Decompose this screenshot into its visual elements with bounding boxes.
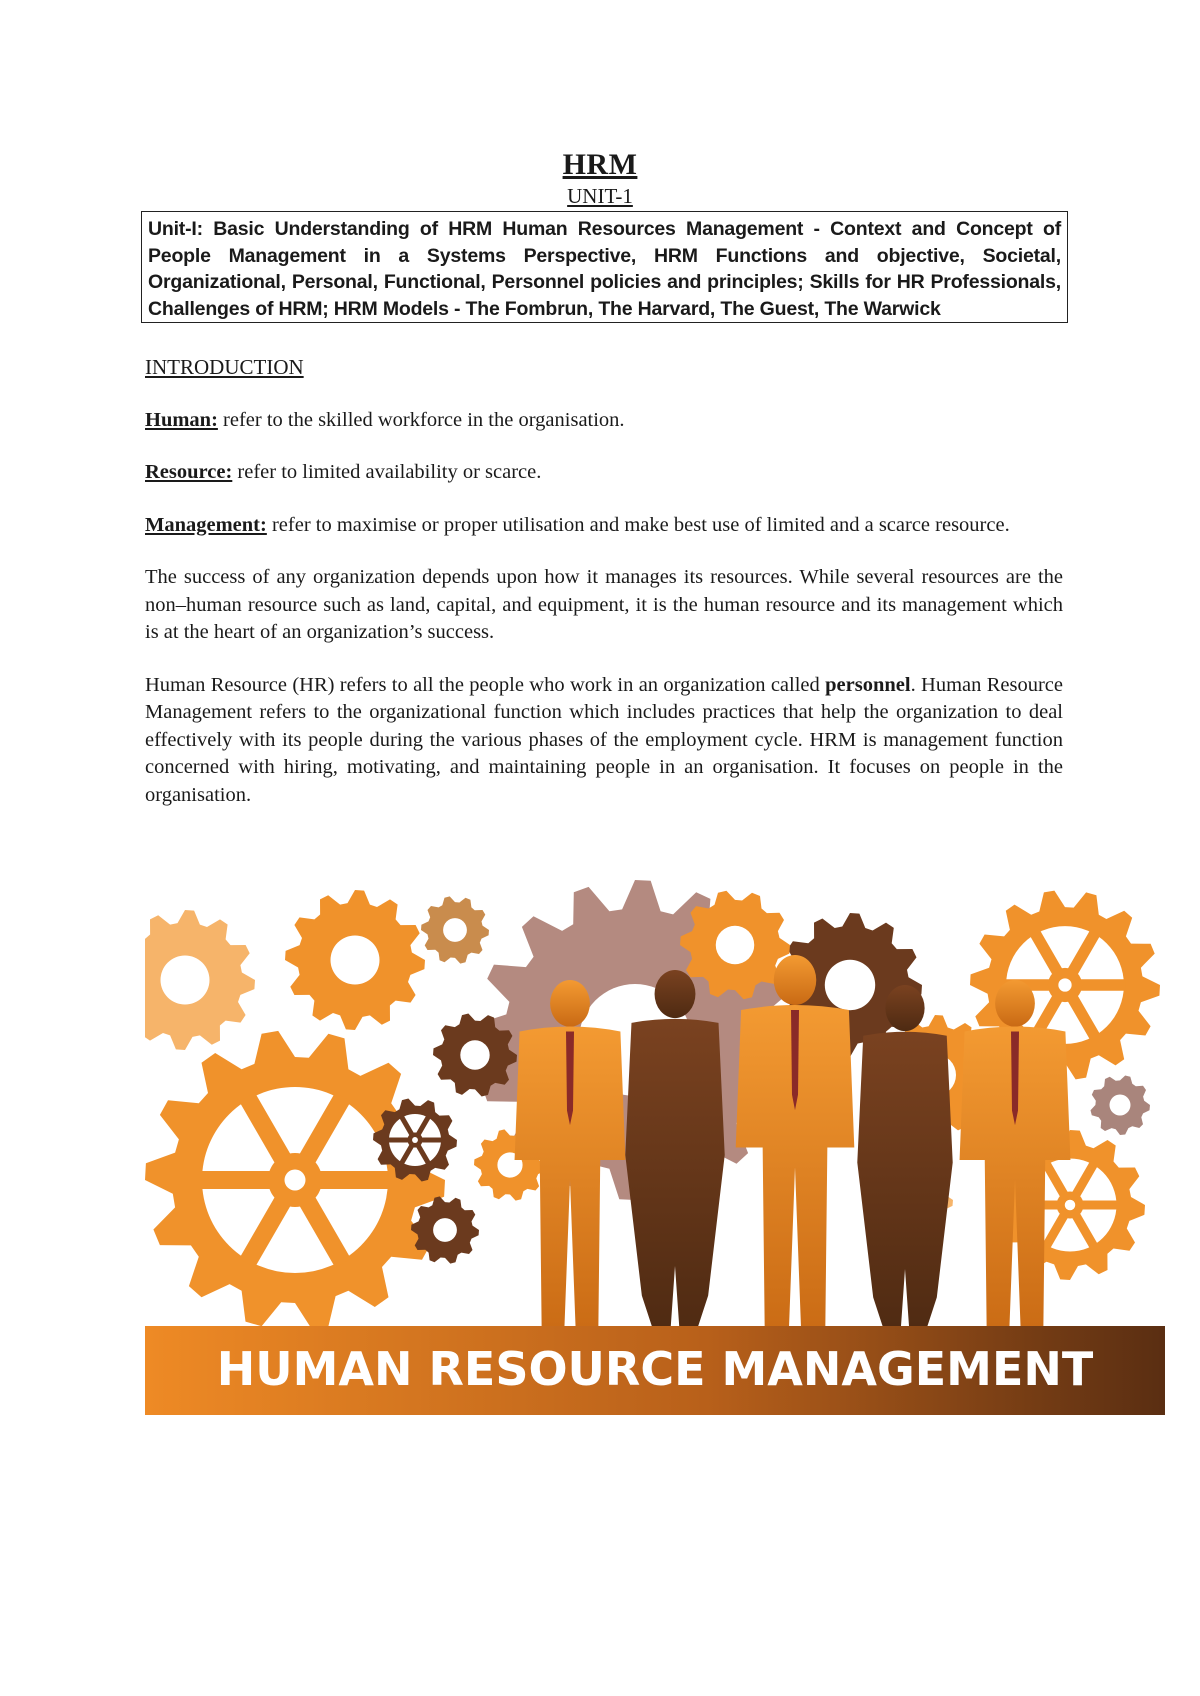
- businessman-silhouette: [960, 980, 1071, 1340]
- definition-resource: [145, 459, 1063, 487]
- paragraph-text: . Human Resource Management refers to the organizational function which includes practices that help the organization to deal effectively with its people during the various phases of the employment cycle. HRM is management function concerned with hiring, motivating, and maintaining people in an organisation. It focuses on people in the organisation.: [145, 673, 1064, 806]
- businesswoman-silhouette: [857, 985, 952, 1340]
- gear-icon: [1091, 1076, 1151, 1136]
- unit-label: UNIT-1: [567, 184, 633, 208]
- definition-term: Resource:: [145, 461, 233, 483]
- definition-text: refer to the skilled workforce in the organisation.: [217, 408, 625, 431]
- definition-term: Human:: [145, 408, 218, 431]
- paragraph-success: The success of any organization depends upon how it manages its resources. While several resources are the non–human resource such as land, capital, and equipment, it is the human resource and its management which is at the heart of an organization’s success.: [145, 566, 1063, 643]
- hrm-illustration: [145, 870, 1165, 1415]
- definition-human: [145, 407, 1063, 435]
- gear-icon: [421, 896, 489, 963]
- definition-term: Management:: [145, 513, 267, 536]
- paragraph-text: Human Resource (HR) refers to all the people who work in an organization called: [145, 673, 826, 696]
- definition-management: [145, 512, 1063, 540]
- gear-icon: [145, 910, 255, 1050]
- banner-text: HUMAN RESOURCE MANAGEMENT: [216, 1342, 1094, 1396]
- section-heading: INTRODUCTION: [145, 355, 304, 379]
- syllabus-box: Unit-I: Basic Understanding of HRM Human Resources Management - Context and Concept of People Management in a Systems Perspective, HRM Functions and objective, Societal, Organizational, Personal, Functional, Personnel policies and principles; Skills for HR Professionals, Challenges of HRM; HRM Models - The Fombrun, The Harvard, The Guest, The Warwick: [141, 211, 1068, 323]
- gears-and-people-illustration: [145, 870, 1165, 1415]
- body-text: [145, 354, 1063, 834]
- businesswoman-silhouette: [625, 970, 724, 1340]
- businessman-silhouette: [736, 955, 855, 1340]
- businessman-silhouette: [515, 980, 626, 1340]
- bold-term-personnel: personnel: [825, 673, 911, 696]
- definition-text: refer to maximise or proper utilisation and make best use of limited and a scarce resource.: [266, 513, 1010, 536]
- document-title: HRM: [562, 148, 638, 181]
- gear-icon: [145, 1031, 445, 1329]
- gear-icon: [285, 890, 425, 1030]
- definition-text: refer to limited availability or scarce.: [232, 461, 542, 483]
- paragraph-hr-definition: [145, 672, 1063, 810]
